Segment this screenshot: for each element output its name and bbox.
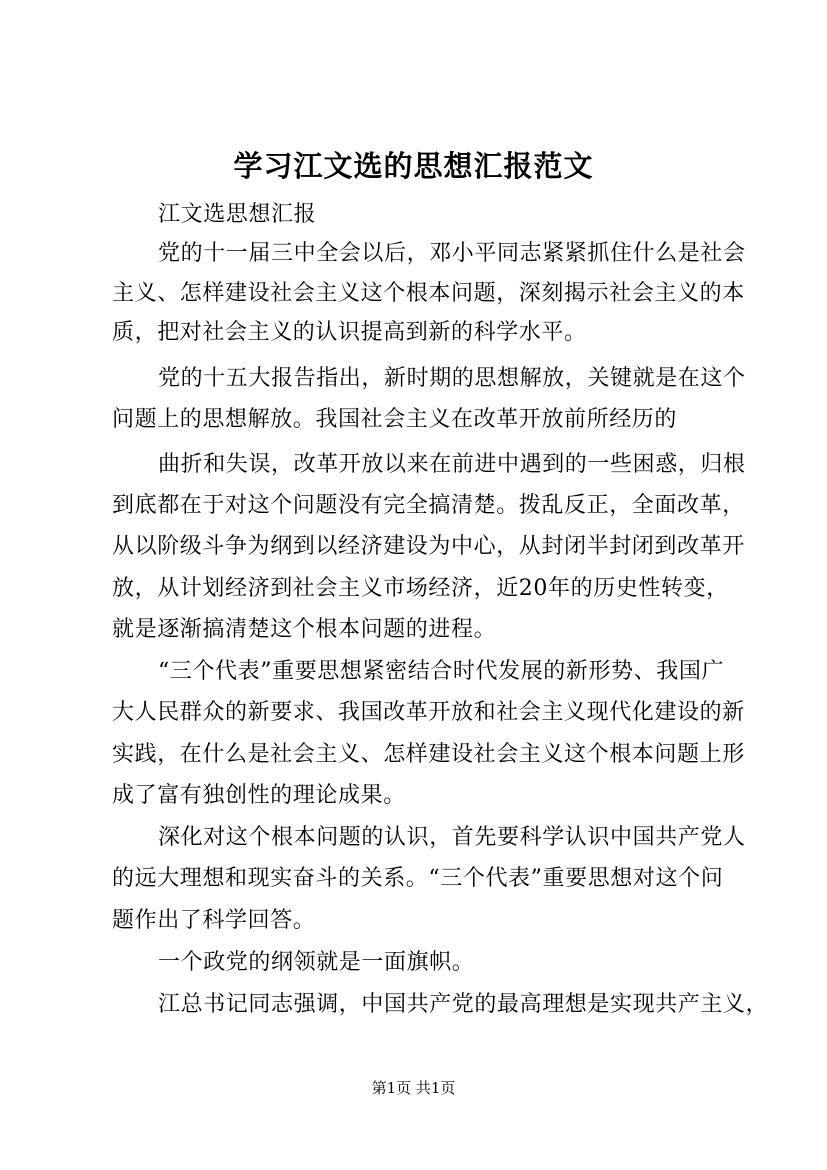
text-line: 题作出了科学回答。	[112, 908, 316, 933]
text-line: 曲折和失误，改革开放以来在前进中遇到的一些困惑，归根	[158, 452, 746, 477]
text-line: 到底都在于对这个问题没有完全搞清楚。拨乱反正，全面改革，	[112, 493, 745, 518]
text-line: 的远大理想和现实奋斗的关系。“三个代表”重要思想对这个问	[112, 866, 724, 891]
text-line: 实践，在什么是社会主义、怎样建设社会主义这个根本问题上形	[112, 742, 745, 767]
text-line: 党的十五大报告指出，新时期的思想解放，关键就是在这个	[158, 366, 746, 391]
text-line: 主义、怎样建设社会主义这个根本问题，深刻揭示社会主义的本	[112, 281, 745, 306]
text-line: 成了富有独创性的理论成果。	[112, 783, 406, 808]
text-line: 质，把对社会主义的认识提高到新的科学水平。	[112, 320, 587, 345]
text-line: 大人民群众的新要求、我国改革开放和社会主义现代化建设的新	[112, 700, 745, 725]
document-title: 学习江文选的思想汇报范文	[233, 149, 594, 183]
text-line: 从以阶级斗争为纲到以经济建设为中心，从封闭半封闭到改革开	[112, 534, 745, 559]
text-line: 党的十一届三中全会以后，邓小平同志紧紧抓住什么是社会	[158, 241, 746, 266]
text-line: 一个政党的纲领就是一面旗帜。	[158, 950, 475, 975]
text-line: 江总书记同志强调，中国共产党的最高理想是实现共产主义，	[158, 992, 769, 1017]
text-line: 就是逐渐搞清楚这个根本问题的进程。	[112, 617, 497, 642]
text-line: 放，从计划经济到社会主义市场经济，近20年的历史性转变，	[112, 576, 729, 601]
text-line: 江文选思想汇报	[158, 202, 317, 227]
text-line: 深化对这个根本问题的认识，首先要科学认识中国共产党人	[158, 825, 746, 850]
page-number-footer: 第1页 共1页	[371, 1079, 456, 1097]
text-line: 问题上的思想解放。我国社会主义在改革开放前所经历的	[112, 407, 678, 432]
text-line: “三个代表”重要思想紧密结合时代发展的新形势、我国广	[158, 659, 725, 684]
